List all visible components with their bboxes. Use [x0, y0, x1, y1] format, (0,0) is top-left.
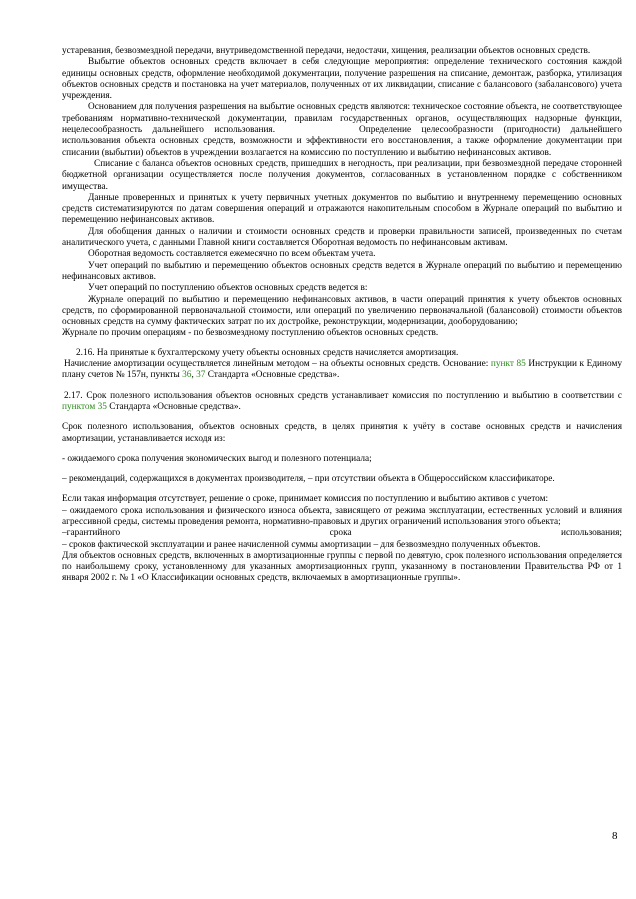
- paragraph-1: устаревания, безвозмездной передачи, внутриведомственной передачи, недостачи, хищения, реализации объектов основных средств.: [62, 46, 591, 56]
- paragraph-depreciation-basis: [62, 359, 622, 382]
- paragraph-primary-documents: Данные проверенных и принятых к учету первичных учетных документов по выбытию и внутреннему перемещению основных средств систематизируются по датам совершения операций и отражаются накопительным способом в Журнале операций по выбытию и перемещению нефинансовых активов.: [62, 192, 622, 226]
- page-number: 8: [612, 830, 618, 842]
- paragraph-disposal-grounds-a: Основанием для получения разрешения на выбытие основных средств являются: техническое состояние объекта, не соответствующее требованиям нормативно-технической документации, правилам государственных органов, осуществляющих надзорные функции, нецелесообразность дальнейшего использования.: [62, 102, 622, 136]
- list-item-warranty-period: –гарантийного срока использования;: [62, 528, 622, 539]
- list-item-expected-usage: – ожидаемого срока использования и физического износа объекта, зависящего от режима эксплуатации, естественных условий и влияния агрессивной среды, системы проведения ремонта, нормативно-правовых и других ограничений использования этого объекта;: [62, 505, 622, 527]
- depreciation-text-3: Стандарта «Основные средства».: [207, 370, 340, 381]
- useful-life-text-2: Стандарта «Основные средства».: [109, 401, 241, 412]
- depreciation-text-2: Инструкции к Единому плану счетов № 157н, пункты: [62, 359, 623, 381]
- link-point-37[interactable]: 37: [196, 370, 206, 381]
- depreciation-separator: ,: [191, 370, 194, 381]
- paragraph-disposal-grounds: [62, 102, 622, 158]
- paragraph-2-16: 2.16. На принятые к бухгалтерскому учету объекты основных средств начисляется амортизация.: [76, 347, 459, 358]
- document-page: [62, 46, 622, 585]
- paragraph-journal-disposal-nfa: Журнале операций по выбытию и перемещению нефинансовых активов, в части операций принятия к учету объектов основных средств, по сформированной первоначальной стоимости, или операций по увеличению первоначальной (балансовой) стоимости объектов основных средств на сумму фактических затрат по их достройке, реконструкции, модернизации, дооборудованию;: [62, 294, 622, 328]
- link-point-85[interactable]: пункт 85: [490, 359, 526, 370]
- link-point-35[interactable]: пунктом 35: [62, 401, 107, 412]
- useful-life-text-1: 2.17. Срок полезного использования объектов основных средств устанавливает комиссия по поступлению и выбытию в соответствии с: [64, 390, 622, 401]
- paragraph-turnover-sheet: Для обобщения данных о наличии и стоимости основных средств и проверки правильности записей, произведенных по счетам аналитического учета, с данными Главной книги составляется Оборотная ведомость по нефинансовым активам.: [62, 226, 622, 249]
- list-item-expected-benefits: - ожидаемого срока получения экономических выгод и полезного потенциала;: [62, 453, 372, 464]
- list-item-actual-operation: – сроков фактической эксплуатации и ранее начисленной суммы амортизации – для безвозмездно полученных объектов.: [62, 539, 541, 550]
- paragraph-write-off: Списание с баланса объектов основных средств, пришедших в негодность, при реализации, при безвозмездной передаче сторонней бюджетной организации осуществляется после получения документов, согласованных в установленном порядке с собственником имущества.: [62, 158, 622, 192]
- paragraph-turnover-monthly: Оборотная ведомость составляется ежемесячно по всем объектам учета.: [88, 249, 376, 260]
- link-point-36[interactable]: 36: [182, 370, 192, 381]
- depreciation-text-1: Начисление амортизации осуществляется линейным методом – на объекты основных средств. Основание:: [64, 359, 489, 370]
- list-item-manufacturer-recommendations: – рекомендаций, содержащихся в документах производителя, – при отсутствии объекта в Общероссийском классификаторе.: [62, 474, 555, 485]
- paragraph-useful-life: Срок полезного использования, объектов основных средств, в целях принятия к учёту в составе основных средств и начисления амортизации, устанавливается исходя из:: [62, 422, 622, 444]
- paragraph-disposal-grounds-b: Определение целесообразности (пригодности) дальнейшего использования объекта основных средств, возможности и эффективности его восстановления, а также оформление документации при списании (выбытии) объектов в учреждении возлагается на комиссию по поступлению и выбытию нефинансовых активов.: [62, 125, 622, 158]
- paragraph-receipt-journal: Учет операций по поступлению объектов основных средств ведется в:: [88, 283, 368, 294]
- paragraph-2-17: [62, 391, 622, 414]
- paragraph-journal-other: Журнале по прочим операциям - по безвозмездному поступлению объектов основных средств.: [62, 328, 439, 339]
- paragraph-disposal-journal: Учет операций по выбытию и перемещению объектов основных средств ведется в Журнале операций по выбытию и перемещению нефинансовых активов.: [62, 260, 622, 282]
- paragraph-disposal-measures: Выбытие объектов основных средств включает в себя следующие мероприятия: определение технического состояния каждой единицы основных средств, оформление необходимой документации, получение разрешения на списание, демонтаж, разборка, утилизация объектов основных средств и постановка на учет материалов, полученных от их ликвидации, списание с балансового (забалансового) учета учреждения.: [62, 57, 622, 102]
- paragraph-depreciation-groups: Для объектов основных средств, включенных в амортизационные группы с первой по девятую, срок полезного использования определяется по наибольшему сроку, установленному для указанных амортизационных групп, указанному в постановлении Правительства РФ от 1 января 2002 г. № 1 «О Классификации основных средств, включаемых в амортизационные группы».: [62, 550, 622, 584]
- paragraph-commission-decision: Если такая информация отсутствует, решение о сроке, принимает комиссия по поступлению и выбытию активов с учетом:: [62, 494, 549, 505]
